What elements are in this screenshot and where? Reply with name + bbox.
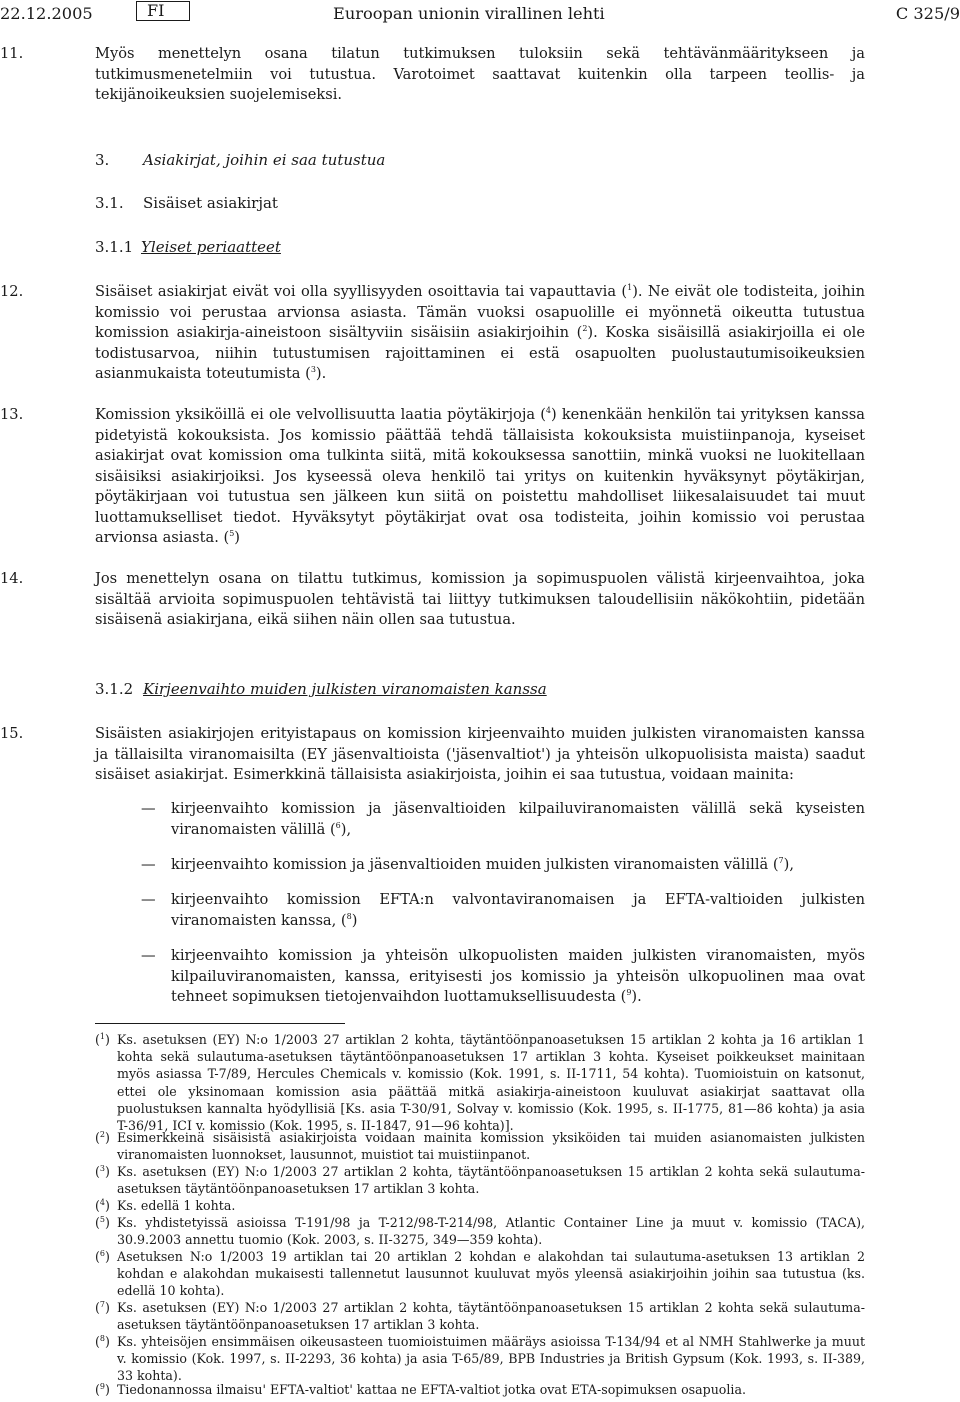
heading-title: Kirjeenvaihto muiden julkisten viranomaisten kanssa	[143, 680, 547, 698]
footnote-num: 5	[99, 1214, 106, 1224]
footnote-number	[95, 1129, 110, 1146]
footnote	[95, 1299, 865, 1333]
journal-title: Euroopan unionin virallinen lehti	[333, 4, 605, 23]
paragraph-text: Myös menettelyn osana tilatun tutkimuksen tuloksiin sekä tehtävänmääritykseen ja tutkimusmenetelmiin voi tutustua. Varotoimet saattavat kuitenkin olla tarpeen teollis- ja tekijänoikeuksien suojelemiseksi.	[95, 45, 865, 103]
paren: )	[105, 1382, 110, 1397]
heading-number: 3.1.2	[95, 680, 134, 698]
paren: )	[105, 1198, 110, 1213]
list-item	[143, 855, 865, 876]
list-item-text	[171, 890, 865, 931]
list-item	[143, 799, 865, 840]
list-item	[143, 946, 865, 1008]
paragraph-12	[0, 282, 865, 385]
footnote-number	[95, 1333, 110, 1350]
section-heading-3-1-1	[95, 237, 281, 257]
text-run: Komission yksiköillä ei ole velvollisuutta laatia pöytäkirjoja (	[95, 406, 546, 423]
footnote-text: Esimerkkeinä sisäisistä asiakirjoista voidaan mainita komission yksiköiden tai muiden asianomaisten julkisten viranomaisten luonnokset, lausunnot, muistiot tai muistiinpanot.	[117, 1130, 865, 1163]
paragraph-number: 13.	[0, 406, 24, 423]
text-run: ). Koska sisäisillä asiakirjoilla ei ole todistusarvoa, niihin tutustumisen rajoittaminen ei estä osapuolten puolustautumisoikeuksien asianmukaista toteutumista (	[95, 324, 865, 382]
footnote	[95, 1214, 865, 1248]
footnote-text: Ks. yhteisöjen ensimmäisen oikeusasteen tuomioistuimen määräys asioissa T-134/94 et al NMH Stahlwerke ja muut v. komissio (Kok. 1997, s. II-2293, 36 kohta) ja asia T-65/89, BPB Industries ja British Gypsum (Kok. 1993, s. II-389, 33 kohta).	[117, 1334, 865, 1384]
footnote-number	[95, 1214, 110, 1231]
footnote-number	[95, 1299, 110, 1316]
footnote-ref: 6	[335, 820, 341, 830]
footnote-number	[95, 1163, 110, 1180]
footnote	[95, 1163, 865, 1197]
text-run: kirjeenvaihto komission EFTA:n valvontaviranomaisen ja EFTA-valtioiden julkisten viranomaisten kanssa, (	[171, 891, 865, 929]
publication-date: 22.12.2005	[0, 4, 93, 23]
footnote	[95, 1129, 865, 1163]
section-heading-3-1-2	[95, 679, 547, 699]
list-item-text	[171, 799, 865, 840]
paragraph-11	[0, 44, 865, 106]
footnote-num: 6	[99, 1248, 106, 1258]
paragraph-text	[95, 282, 865, 385]
paren: )	[105, 1249, 110, 1264]
section-heading-3	[95, 150, 385, 170]
footnote-number	[95, 1381, 110, 1398]
heading-number: 3.1.1	[95, 238, 134, 256]
text-run: ).	[315, 365, 327, 382]
footnote-text: Ks. asetuksen (EY) N:o 1/2003 27 artiklan 2 kohta, täytäntöönpanoasetuksen 15 artiklan 2 kohta sekä sulautuma-asetuksen täytäntöönpanoasetuksen 17 artiklan 3 kohta.	[117, 1164, 865, 1197]
list-item-text	[171, 855, 865, 876]
footnote-text: Ks. asetuksen (EY) N:o 1/2003 27 artiklan 2 kohta, täytäntöönpanoasetuksen 15 artiklan 2 kohta sekä sulautuma-asetuksen täytäntöönpanoasetuksen 17 artiklan 3 kohta.	[117, 1300, 865, 1333]
footnote-num: 4	[99, 1197, 106, 1207]
heading-title: Yleiset periaatteet	[141, 238, 281, 256]
text-run: ).	[631, 988, 642, 1005]
paragraph-text: Jos menettelyn osana on tilattu tutkimus, komission ja sopimuspuolen välistä kirjeenvaihtoa, joka sisältää arvioita sopimuspuolen tehtävistä tai liittyy tutkimuksen taloudellisiin näkökohtiin, pidetään sisäisenä asiakirjana, eikä siihen näin ollen saa tutustua.	[95, 570, 865, 628]
language-box: FI	[136, 1, 190, 21]
footnote-num: 3	[99, 1163, 106, 1173]
heading-number: 3.	[95, 151, 110, 169]
text-run: ),	[783, 856, 794, 873]
paren: (	[95, 1130, 100, 1145]
footnote-text: Ks. edellä 1 kohta.	[117, 1198, 236, 1213]
paren: (	[95, 1249, 100, 1264]
footnote-ref: 3	[310, 365, 316, 375]
paren: )	[105, 1215, 110, 1230]
paragraph-13	[0, 405, 865, 549]
paren: )	[105, 1130, 110, 1145]
footnote	[95, 1248, 865, 1300]
text-run: ),	[340, 820, 352, 838]
paren: (	[95, 1198, 100, 1213]
text-run: ). Ne eivät ole todisteita, joihin komissio voi perustaa arvionsa asiasta. Tämän vuoksi osapuolille ei myönnetä oikeutta tutustua komission asiakirja-aineistoon sisältyviin sisäisiin asiakirjoihin (	[95, 283, 865, 341]
paren: (	[95, 1334, 100, 1349]
footnote-separator	[95, 1023, 345, 1024]
text-run: ) kenenkään henkilön tai yrityksen kanssa pidetyistä kokouksista. Jos komissio päättää tehdä tällaisista kokouksista muistiinpanoja, kyseiset asiakirjat ovat komission oma tulkinta siitä, mitä kokouksessa sanottiin, minkä vuoksi ne luokitellaan sisäisiksi asiakirjoiksi. Jos kyseessä oleva henkilö tai yritys on kuitenkin hyväksynyt pöytäkirjan, pöytäkirjaan voi tutustua sen jälkeen kun siitä on poistettu mahdolliset liikesalaisuudet tai muut luottamukselliset tiedot. Hyväksytyt pöytäkirjat ovat osa todisteita, joihin komissio voi perustaa arvionsa asiasta. (	[95, 406, 865, 546]
footnote-num: 8	[99, 1333, 106, 1343]
footnote-num: 7	[99, 1299, 106, 1309]
paren: )	[105, 1032, 110, 1047]
paragraph-text	[95, 405, 865, 549]
footnote-ref: 8	[346, 911, 352, 921]
text-run: kirjeenvaihto komission ja jäsenvaltioiden muiden julkisten viranomaisten välillä (	[171, 856, 779, 873]
footnote	[95, 1197, 865, 1214]
text-run: Sisäiset asiakirjat eivät voi olla syyllisyyden osoittavia tai vapauttavia (	[95, 283, 628, 300]
heading-title: Sisäiset asiakirjat	[143, 194, 278, 212]
paragraph-14	[0, 569, 865, 631]
text-run: )	[234, 529, 240, 546]
footnote-number	[95, 1197, 110, 1214]
paragraph-number: 11.	[0, 45, 24, 62]
footnote-text: Asetuksen N:o 1/2003 19 artiklan tai 20 artiklan 2 kohdan e alakohdan tai sulautuma-asetuksen 13 artiklan 2 kohdan e alakohdan mukaisesti tallennetut lausunnot kuuluvat myös yleensä asiakirjoihin joihin saa tutustua (ks. edellä 10 kohta).	[117, 1249, 865, 1299]
page-reference: C 325/9	[895, 4, 960, 23]
footnote	[95, 1333, 865, 1385]
footnote-text: Ks. yhdistetyissä asioissa T-191/98 ja T-212/98-T-214/98, Atlantic Container Line ja muut v. komissio (TACA), 30.9.2003 annettu tuomio (Kok. 2003, s. II-3275, 349—359 kohta).	[117, 1215, 865, 1248]
paren: )	[105, 1334, 110, 1349]
section-heading-3-1	[95, 193, 278, 213]
footnote-number	[95, 1031, 110, 1048]
footnote-ref: 7	[778, 856, 784, 866]
footnote-text: Ks. asetuksen (EY) N:o 1/2003 27 artiklan 2 kohta, täytäntöönpanoasetuksen 15 artiklan 2 kohta ja 16 artiklan 1 kohta sekä sulautuma-asetuksen täytäntöönpanoasetuksen 17 artiklan 3 kohta. Kyseiset poikkeukset mainitaan myös asiassa T-7/89, Hercules Chemicals v. komissio (Kok. 1991, s. II-1711, 54 kohta). Tuomioistuin on katsonut, ettei ole yksinomaan komission asia päättää mitkä asiakirja-aineistoon kuuluvat asiakirjat saattavat olla puolustuksen kannalta hyödyllisiä [Ks. asia T-30/91, Solvay v. komissio (Kok. 1995, s. II-1775, 81—86 kohta) ja asia T-36/91, ICI v. komissio (Kok. 1995, s. II-1847, 91—96 kohta)].	[117, 1032, 865, 1134]
paren: (	[95, 1215, 100, 1230]
footnote-num: 1	[99, 1031, 106, 1041]
dash-marker: —	[141, 856, 156, 873]
footnote-ref: 4	[545, 406, 551, 416]
dash-marker: —	[141, 800, 156, 817]
footnote	[95, 1031, 865, 1134]
heading-number: 3.1.	[95, 194, 124, 212]
paragraph-number: 12.	[0, 283, 24, 300]
paragraph-number: 15.	[0, 725, 24, 742]
paragraph-number: 14.	[0, 570, 24, 587]
paragraph-15	[0, 724, 865, 786]
text-run: )	[351, 911, 358, 929]
dash-marker: —	[141, 891, 156, 908]
footnote	[95, 1381, 865, 1398]
footnote-num: 9	[99, 1381, 106, 1391]
list-item-text	[171, 946, 865, 1008]
footnote-num: 2	[99, 1129, 106, 1139]
list-item	[143, 890, 865, 931]
heading-title: Asiakirjat, joihin ei saa tutustua	[143, 151, 386, 169]
text-run: kirjeenvaihto komission ja yhteisön ulkopuolisten maiden julkisten viranomaisten, myös kilpailuviranomaisten, kanssa, erityisesti jos komissio ja yhteisön ulkopuolinen maa ovat tehneet sopimuksen tietojenvaihdon luottamuksellisuudesta (	[171, 947, 865, 1005]
paren: (	[95, 1382, 100, 1397]
footnote-ref: 1	[627, 283, 633, 293]
footnote-ref: 9	[626, 988, 632, 998]
paren: (	[95, 1032, 100, 1047]
footnote-ref: 5	[229, 529, 235, 539]
dash-marker: —	[141, 947, 156, 964]
paren: (	[95, 1164, 100, 1179]
paren: (	[95, 1300, 100, 1315]
paren: )	[105, 1300, 110, 1315]
footnote-ref: 2	[582, 324, 588, 334]
paragraph-text: Sisäisten asiakirjojen erityistapaus on komission kirjeenvaihto muiden julkisten viranomaisten kanssa ja tällaisilta viranomaisilta (EY jäsenvaltioista ('jäsenvaltiot') ja yhteisön ulkopuolisista maista) saadut sisäiset asiakirjat. Esimerkkinä tällaisista asiakirjoista, joihin ei saa tutustua, voidaan mainita:	[95, 725, 865, 783]
text-run: kirjeenvaihto komission ja jäsenvaltioiden kilpailuviranomaisten välillä sekä kyseisten viranomaisten välillä (	[171, 800, 865, 838]
paren: )	[105, 1164, 110, 1179]
footnote-number	[95, 1248, 110, 1265]
footnote-text: Tiedonannossa ilmaisu' EFTA-valtiot' kattaa ne EFTA-valtiot jotka ovat ETA-sopimuksen osapuolia.	[117, 1382, 746, 1397]
